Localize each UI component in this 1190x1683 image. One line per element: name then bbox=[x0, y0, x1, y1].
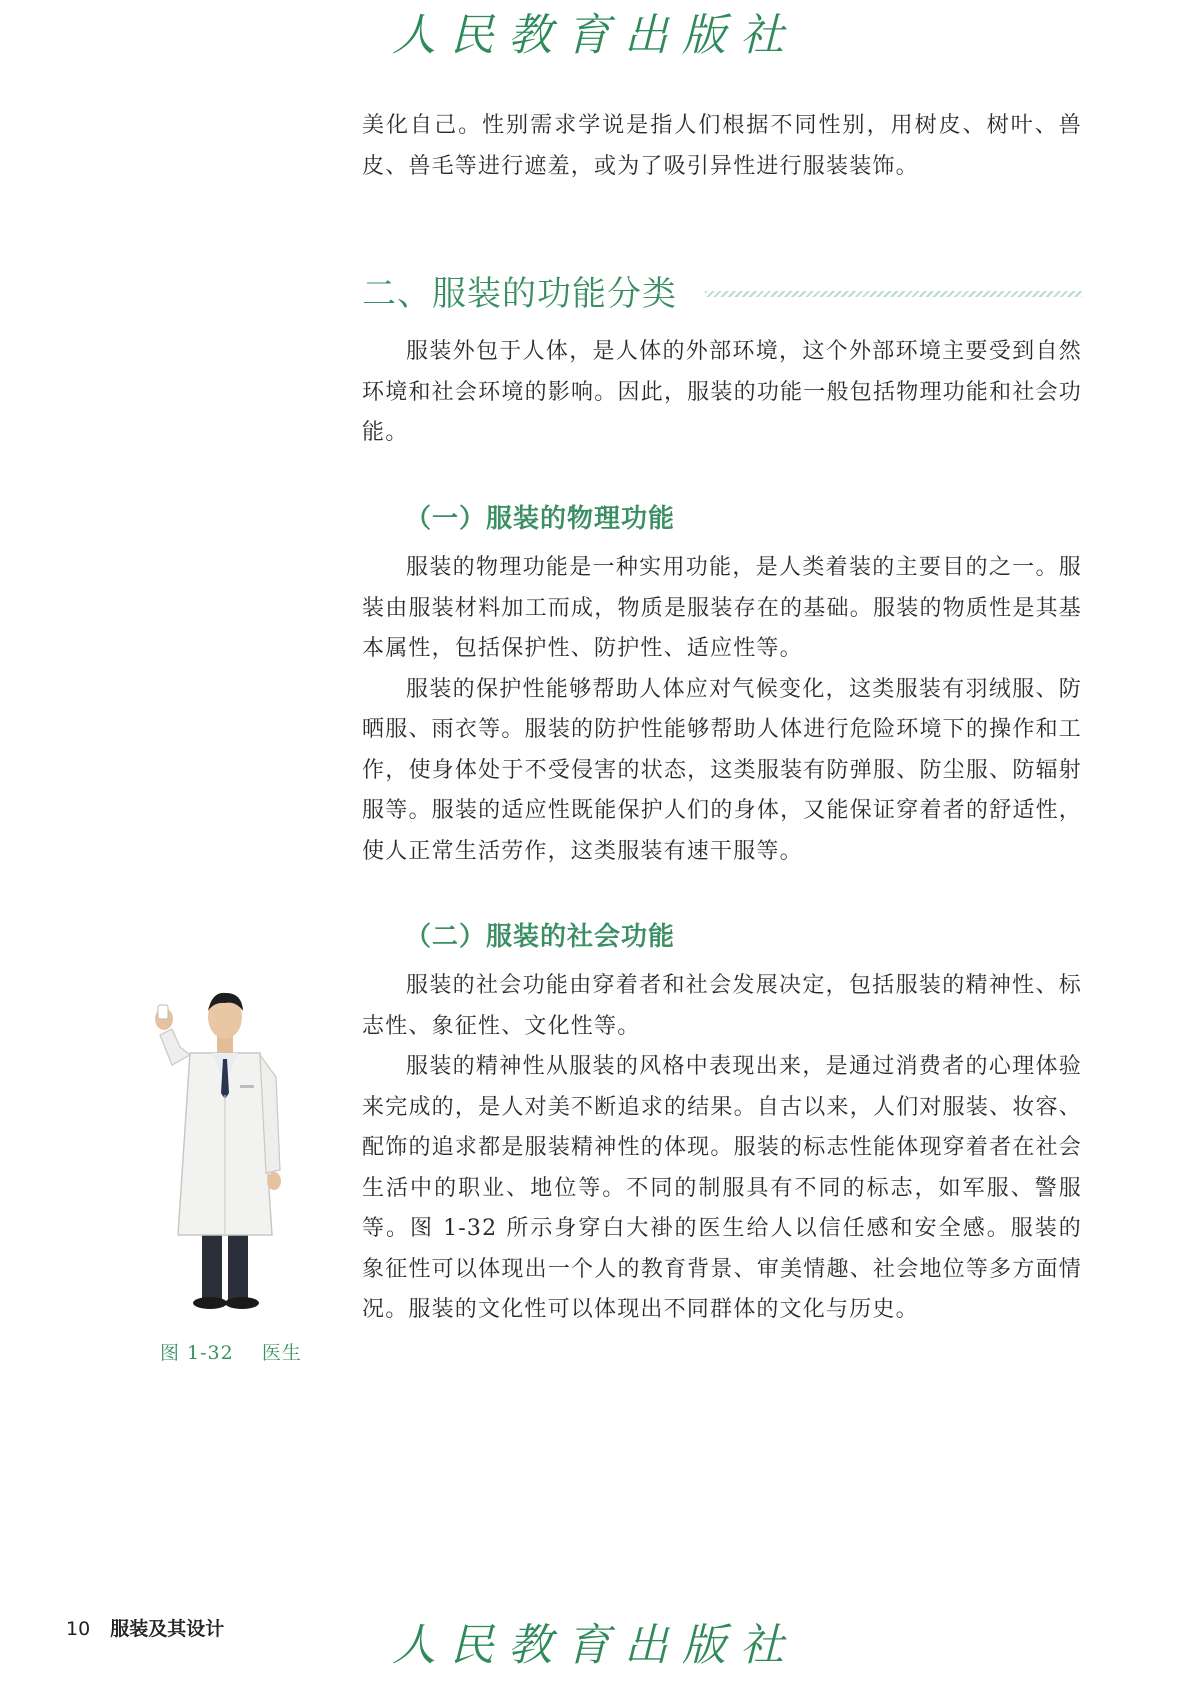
publisher-logo-bottom: 人民教育出版社 bbox=[392, 1620, 798, 1671]
section-intro-paragraph: 服装外包于人体，是人体的外部环境，这个外部环境主要受到自然环境和社会环境的影响。因此，服装的功能一般包括物理功能和社会功能。 bbox=[362, 339, 1082, 445]
paragraph: 服装的精神性从服装的风格中表现出来，是通过消费者的心理体验来完成的，是人对美不断追求的结果。自古以来，人们对服装、妆容、配饰的追求都是服装精神性的体现。服装的标志性能体现穿着者在社会生活中的职业、地位等。不同的制服具有不同的标志，如军服、警服等。图 1-32 所示身穿白大褂的医生给人以信任感和安全感。服装的象征性可以体现出一个人的教育背景、审美情趣、社会地位等多方面情况。服装的文化性可以体现出不同群体的文化与历史。 bbox=[362, 1054, 1082, 1322]
subsection-title-physical: （一）服装的物理功能 bbox=[405, 504, 676, 534]
subsection-physical-body bbox=[362, 548, 1082, 872]
paragraph-continued: 美化自己。性别需求学说是指人们根据不同性别，用树皮、树叶、兽皮、兽毛等进行遮羞，或为了吸引异性进行服装装饰。 bbox=[362, 113, 1082, 179]
subsection-title-social: （二）服装的社会功能 bbox=[405, 922, 676, 952]
section-heading bbox=[362, 264, 1082, 316]
book-title: 服装及其设计 bbox=[110, 1618, 225, 1640]
paragraph: 服装的物理功能是一种实用功能，是人类着装的主要目的之一。服装由服装材料加工而成，物质是服装存在的基础。服装的物质性是其基本属性，包括保护性、防护性、适应性等。 bbox=[362, 555, 1082, 661]
subsection-social-body bbox=[362, 966, 1082, 1331]
section-title: 二、服装的功能分类 bbox=[362, 273, 677, 314]
paragraph: 服装的保护性能够帮助人体应对气候变化，这类服装有羽绒服、防晒服、雨衣等。服装的防护性能够帮助人体进行危险环境下的操作和工作，使身体处于不受侵害的状态，这类服装有防弹服、防尘服、防辐射服等。服装的适应性既能保护人们的身体，又能保证穿着者的舒适性，使人正常生活劳作，这类服装有速干服等。 bbox=[362, 676, 1082, 864]
doctor-illustration bbox=[150, 985, 300, 1315]
paragraph-top-container bbox=[362, 106, 1082, 187]
figure-caption: 图 1-32 医生 bbox=[160, 1342, 302, 1364]
paragraph: 服装的社会功能由穿着者和社会发展决定，包括服装的精神性、标志性、象征性、文化性等。 bbox=[362, 973, 1082, 1039]
section-rule-decoration bbox=[705, 291, 1082, 297]
section-intro-container bbox=[362, 332, 1082, 454]
page-number: 10 bbox=[66, 1618, 91, 1640]
publisher-logo-top: 人民教育出版社 bbox=[392, 10, 798, 61]
